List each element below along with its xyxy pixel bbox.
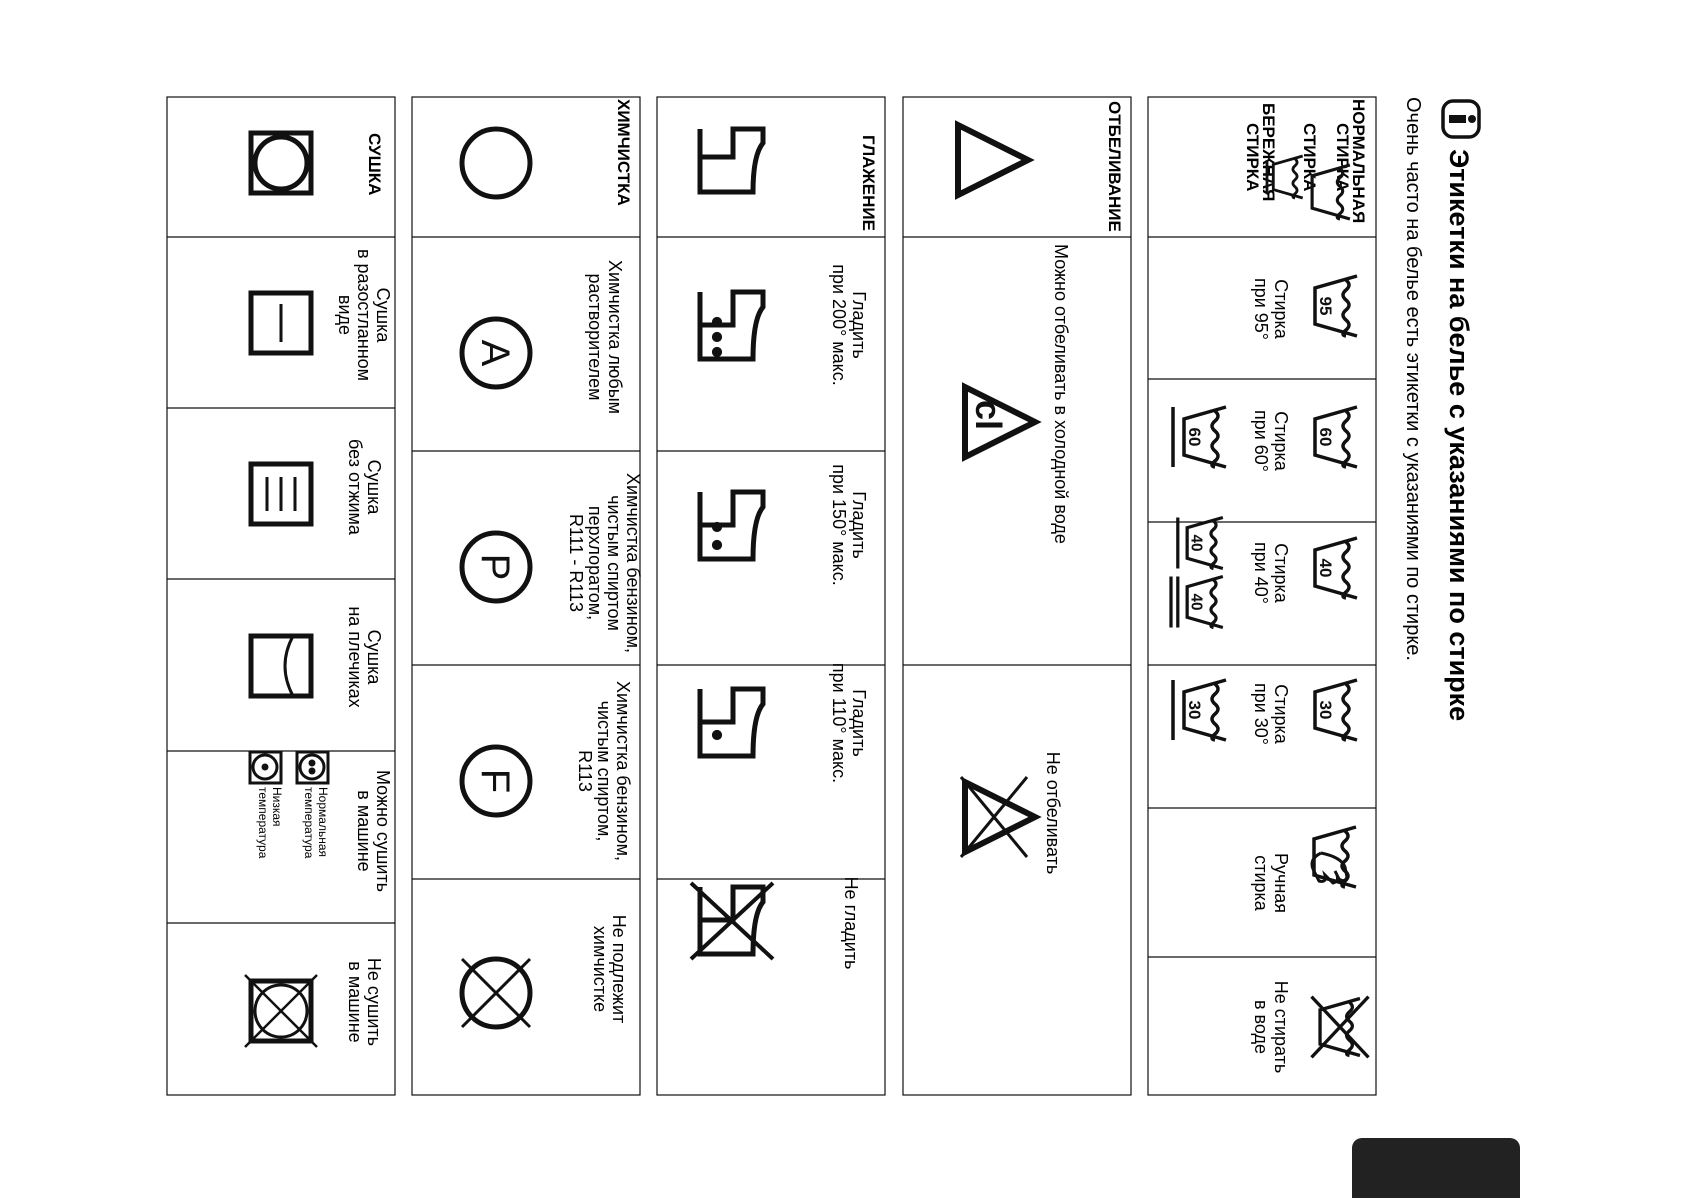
wash-30-label-2: при 30° — [1251, 682, 1271, 746]
svg-text:40: 40 — [1187, 534, 1205, 552]
no-wash-icon — [1312, 997, 1369, 1058]
svg-text:40: 40 — [1316, 558, 1335, 578]
dry-clean-p-icon — [462, 533, 530, 601]
svg-text:A: A — [473, 339, 517, 367]
no-wash-label-2: в воде — [1251, 999, 1271, 1055]
drip-dry-icon — [251, 464, 311, 524]
iron-icon — [700, 129, 763, 192]
dry-clean-f-icon — [462, 747, 530, 815]
svg-text:95: 95 — [1316, 296, 1335, 316]
hang-dry-label-1: Сушка — [364, 629, 384, 685]
wash-section — [1148, 97, 1376, 1095]
dry-clean-a-label-2: растворителем — [585, 273, 605, 401]
dry-clean-a-label-1: Химчистка любым — [605, 259, 625, 415]
bleach-chlorine-icon — [965, 387, 1035, 457]
wash-60-label-1: Стирка — [1271, 411, 1291, 471]
dry-clean-p-label-1: Химчистка бензином, — [623, 472, 643, 654]
wash-40-label-2: при 40° — [1251, 541, 1271, 605]
iron-200-label-2: при 200° макс. — [829, 264, 849, 386]
dry-clean-icon — [462, 129, 530, 197]
hand-wash-label-1: Ручная — [1271, 852, 1291, 914]
svg-text:30: 30 — [1185, 700, 1204, 720]
iron-110-icon — [700, 689, 763, 756]
iron-150-label-2: при 150° макс. — [829, 464, 849, 586]
tumble-dry-allowed-label-2: в машине — [354, 790, 374, 872]
tumble-dry-normal-label-1: Нормальная — [316, 787, 330, 857]
no-dry-clean-label-1: Не подлежит — [609, 914, 629, 1024]
dry-clean-p-label-4: R111 - R113 — [566, 513, 586, 613]
wash-30-gentle-icon — [1173, 680, 1226, 740]
dry-clean-a-icon — [462, 319, 530, 387]
dry-flat-icon — [251, 293, 311, 353]
no-iron-label: Не гладить — [841, 876, 861, 970]
no-tumble-dry-label-1: Не сушить — [364, 957, 384, 1047]
no-wash-label-1: Не стирать — [1271, 980, 1291, 1074]
drying-section — [167, 97, 395, 1095]
iron-200-icon — [700, 292, 763, 359]
no-dry-clean-icon — [462, 959, 530, 1027]
page-tab-marker — [1352, 1138, 1520, 1198]
dry-cleaning-section — [412, 97, 643, 1095]
info-icon — [1443, 101, 1479, 137]
no-iron-icon — [691, 883, 773, 959]
dry-flat-label-1: Сушка — [373, 287, 393, 343]
wash-header-normal-1: НОРМАЛЬНАЯ — [1349, 99, 1368, 224]
svg-text:30: 30 — [1316, 700, 1335, 720]
dry-clean-f-label-2: чистым спиртом, — [594, 700, 614, 842]
hand-wash-label-2: стирка — [1251, 855, 1271, 911]
tumble-dry-low-icon — [250, 752, 281, 783]
wash-40-icon — [1315, 538, 1357, 598]
hand-wash-icon — [1312, 827, 1356, 887]
dry-clean-f-label-1: Химчистка бензином, — [613, 680, 633, 862]
drip-dry-label-2: без отжима — [345, 439, 365, 535]
wash-95-label-2: при 95° — [1251, 277, 1271, 341]
wash-header-normal-2: СТИРКА — [1333, 123, 1352, 192]
wash-40-gentle-icon — [1178, 518, 1223, 569]
wash-header-gentle-2: БЕРЕЖНАЯ — [1259, 103, 1278, 202]
page-title: Этикетки на белье с указаниями по стирке — [1444, 149, 1474, 722]
hang-dry-label-2: на плечиках — [345, 606, 365, 708]
wash-tub-icon — [1312, 165, 1350, 219]
drying-header: СУШКА — [365, 133, 384, 196]
no-tumble-dry-label-2: в машине — [345, 961, 365, 1043]
svg-text:60: 60 — [1185, 427, 1204, 447]
dry-cleaning-header: ХИМЧИСТКА — [614, 99, 633, 206]
ironing-section — [657, 97, 885, 1095]
wash-60-icon — [1315, 407, 1357, 467]
wash-95-icon — [1315, 276, 1357, 336]
wash-header-gentle-3: СТИРКА — [1243, 123, 1262, 192]
bleach-allowed-label: Можно отбеливать в холодной воде — [1051, 244, 1071, 544]
hang-dry-icon — [251, 636, 311, 696]
wash-header-gentle-1: СТИРКА — [1300, 123, 1319, 192]
no-bleach-label: Не отбеливать — [1043, 751, 1063, 875]
bleach-header: ОТБЕЛИВАНИЕ — [1105, 101, 1124, 232]
dry-clean-p-label-2: чистым спиртом — [604, 495, 624, 631]
wash-40-label-1: Стирка — [1271, 543, 1291, 603]
tumble-dry-normal-icon — [297, 752, 328, 783]
page-subtitle: Очень часто на белье есть этикетки с указаниями по стирке. — [1402, 97, 1424, 661]
tumble-dry-allowed-label-1: Можно сушить — [373, 769, 393, 893]
tumble-dry-low-label-2: температура — [256, 787, 270, 859]
svg-text:40: 40 — [1187, 593, 1205, 611]
dry-flat-label-3: виде — [335, 294, 355, 336]
wash-30-icon — [1315, 680, 1357, 740]
iron-150-label-1: Гладить — [849, 491, 869, 559]
svg-text:60: 60 — [1316, 427, 1335, 447]
bleach-icon — [958, 125, 1028, 195]
dry-clean-p-label-3: перхлоратом, — [585, 505, 605, 621]
dry-clean-f-label-3: R113 — [575, 750, 595, 792]
iron-200-label-1: Гладить — [849, 291, 869, 359]
tumble-dry-icon — [251, 133, 311, 193]
wash-60-label-2: при 60° — [1251, 409, 1271, 473]
no-dry-clean-label-2: химчистке — [590, 925, 610, 1013]
svg-text:cl: cl — [968, 399, 1009, 431]
no-tumble-dry-icon — [245, 975, 317, 1047]
no-bleach-icon — [961, 777, 1035, 857]
iron-150-icon — [700, 492, 763, 559]
wash-95-label-1: Стирка — [1271, 279, 1291, 339]
iron-110-label-1: Гладить — [849, 689, 869, 757]
wash-30-label-1: Стирка — [1271, 684, 1291, 744]
wash-40-very-gentle-icon — [1171, 577, 1223, 628]
tumble-dry-normal-label-2: температура — [302, 787, 316, 859]
ironing-header: ГЛАЖЕНИЕ — [859, 135, 878, 231]
dry-flat-label-2: в разостланном — [354, 248, 374, 382]
svg-text:F: F — [473, 768, 517, 794]
iron-110-label-2: при 110° макс. — [829, 662, 849, 784]
wash-60-gentle-icon — [1173, 407, 1226, 467]
svg-text:P: P — [473, 553, 517, 581]
bleach-section — [903, 97, 1131, 1095]
drip-dry-label-1: Сушка — [364, 459, 384, 515]
tumble-dry-low-label-1: Низкая — [270, 787, 284, 827]
